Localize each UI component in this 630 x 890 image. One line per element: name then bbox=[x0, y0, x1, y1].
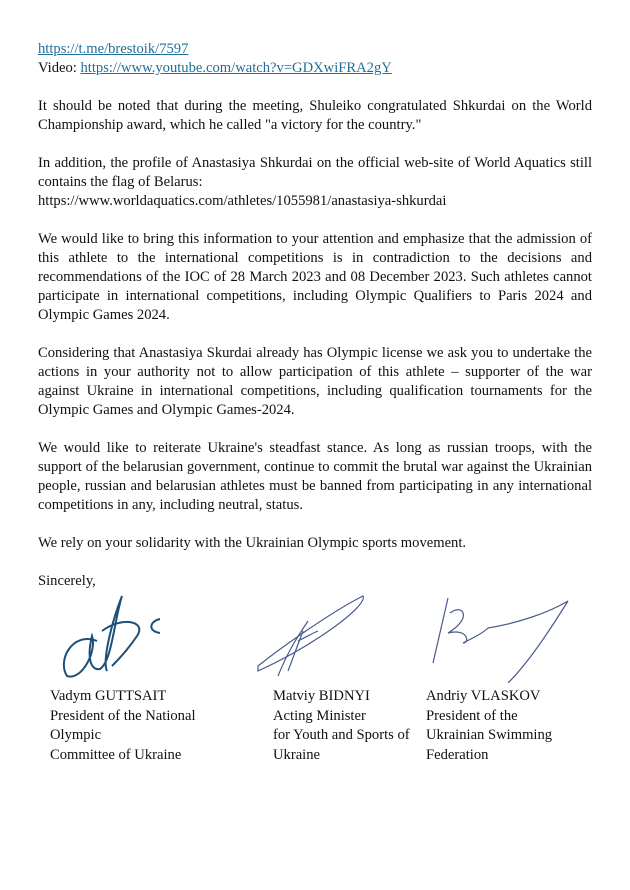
signatory-title-line: Ukrainian Swimming bbox=[426, 727, 553, 743]
signatories bbox=[38, 687, 592, 765]
signatory-vlaskov bbox=[426, 687, 586, 765]
signatory-bidnyi bbox=[273, 687, 426, 765]
signature-area bbox=[38, 591, 592, 683]
paragraph-profile: In addition, the profile of Anastasiya Shkurdai on the official web-site of World Aquatics still contains the flag of Belarus: bbox=[38, 155, 592, 190]
signature-guttsait bbox=[52, 591, 162, 681]
signatory-title-line: for Youth and Sports of bbox=[273, 727, 410, 743]
video-label: Video: bbox=[38, 60, 81, 76]
paragraph-stance: We would like to reiterate Ukraine's steadfast stance. As long as russian troops, with the support of the belarusian government, continue to commit the brutal war against the Ukrainian people, russian and belarusian athletes must be banned from participating in any international competitions in any, including neutral, status. bbox=[38, 440, 592, 513]
paragraph-congratulation: It should be noted that during the meeting, Shuleiko congratulated Shkurdai on the World Championship award, which he called "a victory for the country." bbox=[38, 98, 592, 133]
links-block bbox=[38, 40, 592, 78]
signatory-name: Andriy VLASKOV bbox=[426, 688, 541, 704]
paragraph-request: Considering that Anastasiya Skurdai already has Olympic license we ask you to undertake the actions in your authority not to allow participation of this athlete – supporter of the war against Ukraine in international competitions, including qualification tournaments for the Olympic Games and Olympic Games-2024. bbox=[38, 345, 592, 418]
worldaquatics-url: https://www.worldaquatics.com/athletes/1055981/anastasiya-shkurdai bbox=[38, 193, 447, 209]
signature-vlaskov bbox=[428, 583, 588, 683]
signatory-title-line: President of the National bbox=[50, 707, 196, 724]
signatory-title-line: Federation bbox=[426, 746, 489, 763]
telegram-link[interactable]: https://t.me/brestoik/7597 bbox=[38, 41, 189, 57]
paragraph-solidarity: We rely on your solidarity with the Ukrainian Olympic sports movement. bbox=[38, 535, 467, 551]
signatory-guttsait bbox=[50, 687, 273, 765]
video-link[interactable]: https://www.youtube.com/watch?v=GDXwiFRA2gY bbox=[80, 60, 392, 76]
signatory-title-line: Ukraine bbox=[273, 746, 321, 763]
signatory-title-line: Committee of Ukraine bbox=[50, 746, 182, 763]
signature-bidnyi bbox=[253, 591, 373, 681]
closing: Sincerely, bbox=[38, 573, 96, 589]
signatory-name: Vadym GUTTSAIT bbox=[50, 688, 167, 704]
signatory-title-line: Acting Minister bbox=[273, 707, 366, 724]
paragraph-ioc: We would like to bring this information to your attention and emphasize that the admission of this athlete to the international competitions is in contradiction to the decisions and recommendations of the IOC of 28 March 2023 and 08 December 2023. Such athletes cannot participate in international competitions, including Olympic Qualifiers to Paris 2024 and Olympic Games 2024. bbox=[38, 231, 592, 323]
signatory-name: Matviy BIDNYI bbox=[273, 688, 370, 704]
signatory-title-line: Olympic bbox=[50, 727, 102, 743]
signatory-title-line: President of the bbox=[426, 707, 518, 724]
